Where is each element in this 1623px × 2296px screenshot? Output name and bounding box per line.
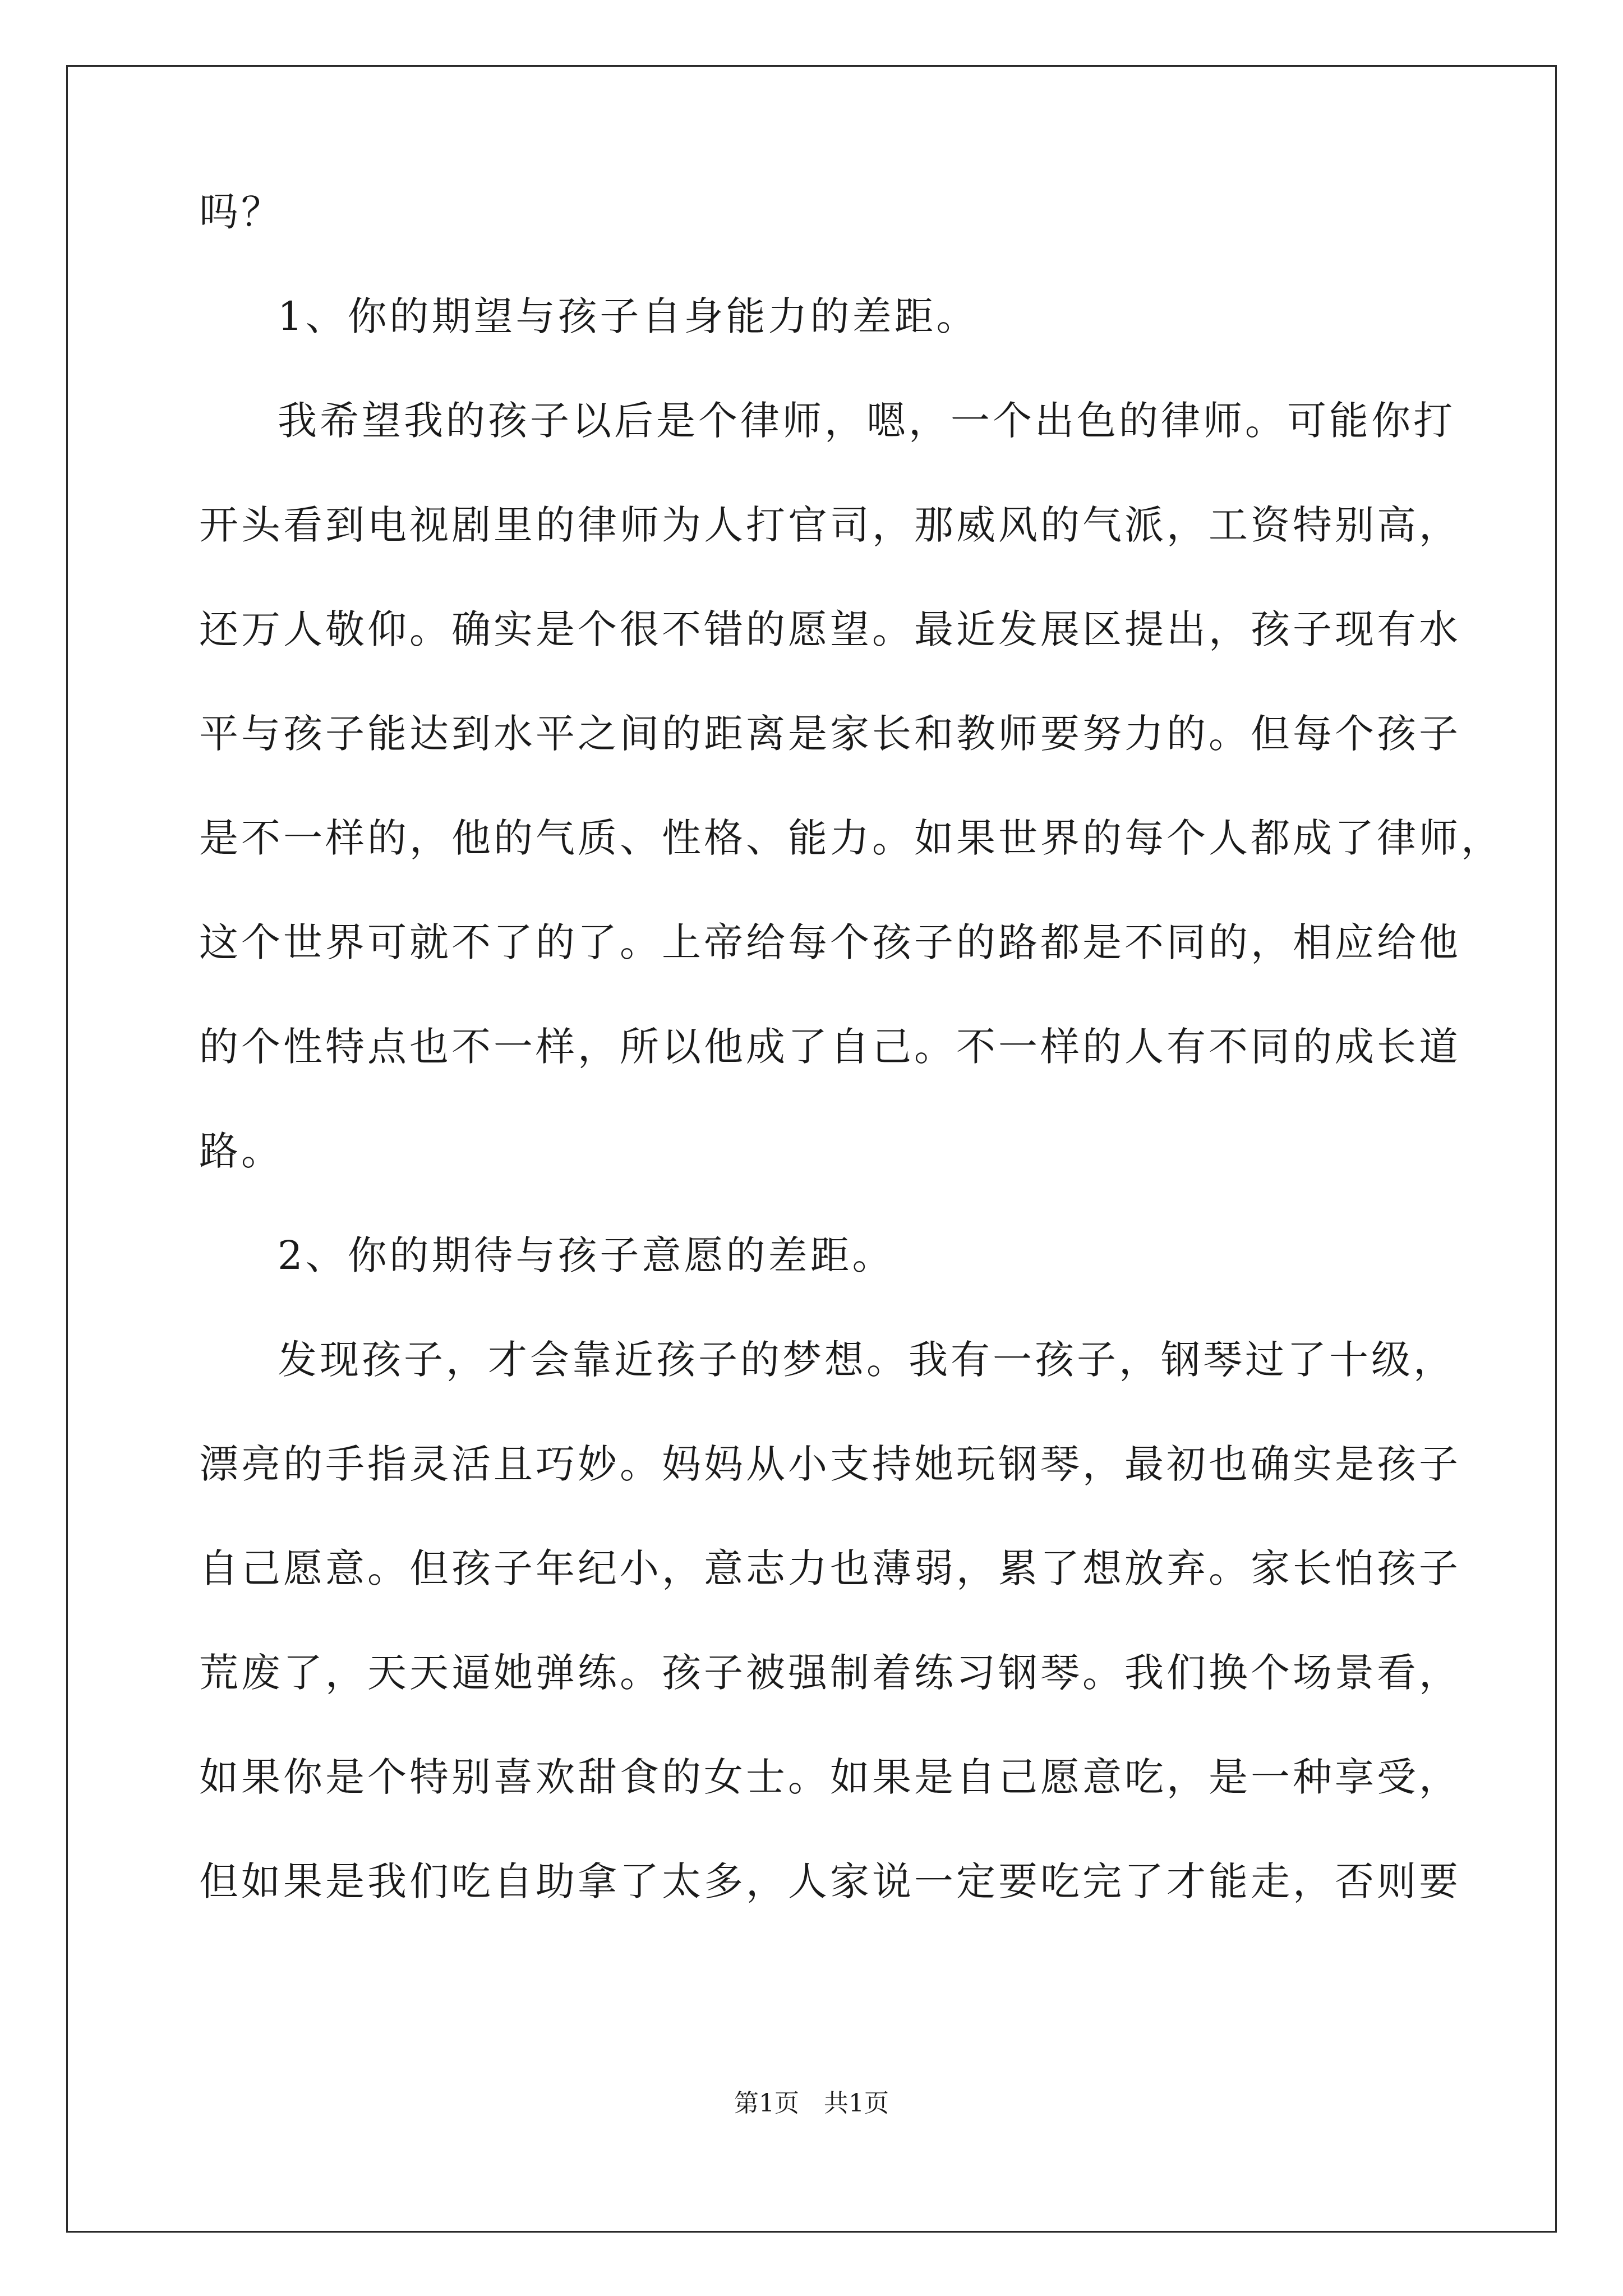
text-line: 还万人敬仰。确实是个很不错的愿望。最近发展区提出，孩子现有水 xyxy=(199,606,1461,652)
text-line: 的个性特点也不一样，所以他成了自己。不一样的人有不同的成长道 xyxy=(199,1024,1461,1070)
text-line: 开头看到电视剧里的律师为人打官司，那威风的气派，工资特别高， xyxy=(199,502,1461,548)
section-heading: 1、你的期望与孩子自身能力的差距。 xyxy=(278,293,979,339)
text-line: 是不一样的，他的气质、性格、能力。如果世界的每个人都成了律师， xyxy=(199,815,1503,861)
text-line: 平与孩子能达到水平之间的距离是家长和教师要努力的。但每个孩子 xyxy=(199,711,1461,757)
section-heading: 2、你的期待与孩子意愿的差距。 xyxy=(278,1232,895,1278)
text-line: 但如果是我们吃自助拿了太多，人家说一定要吃完了才能走，否则要 xyxy=(199,1858,1461,1904)
text-line: 发现孩子，才会靠近孩子的梦想。我有一孩子，钢琴过了十级， xyxy=(278,1337,1455,1383)
text-line: 如果你是个特别喜欢甜食的女士。如果是自己愿意吃，是一种享受， xyxy=(199,1754,1461,1800)
text-line: 自己愿意。但孩子年纪小，意志力也薄弱，累了想放弃。家长怕孩子 xyxy=(199,1545,1461,1591)
text-line: 吗？ xyxy=(199,189,283,235)
text-line: 我希望我的孩子以后是个律师，嗯，一个出色的律师。可能你打 xyxy=(278,398,1455,444)
page-footer: 第1页 共1页 xyxy=(734,2089,889,2118)
text-line: 这个世界可就不了的了。上帝给每个孩子的路都是不同的，相应给他 xyxy=(199,919,1461,965)
text-line: 荒废了，天天逼她弹练。孩子被强制着练习钢琴。我们换个场景看， xyxy=(199,1650,1461,1696)
text-line: 漂亮的手指灵活且巧妙。妈妈从小支持她玩钢琴，最初也确实是孩子 xyxy=(199,1441,1461,1487)
text-line: 路。 xyxy=(199,1128,283,1174)
